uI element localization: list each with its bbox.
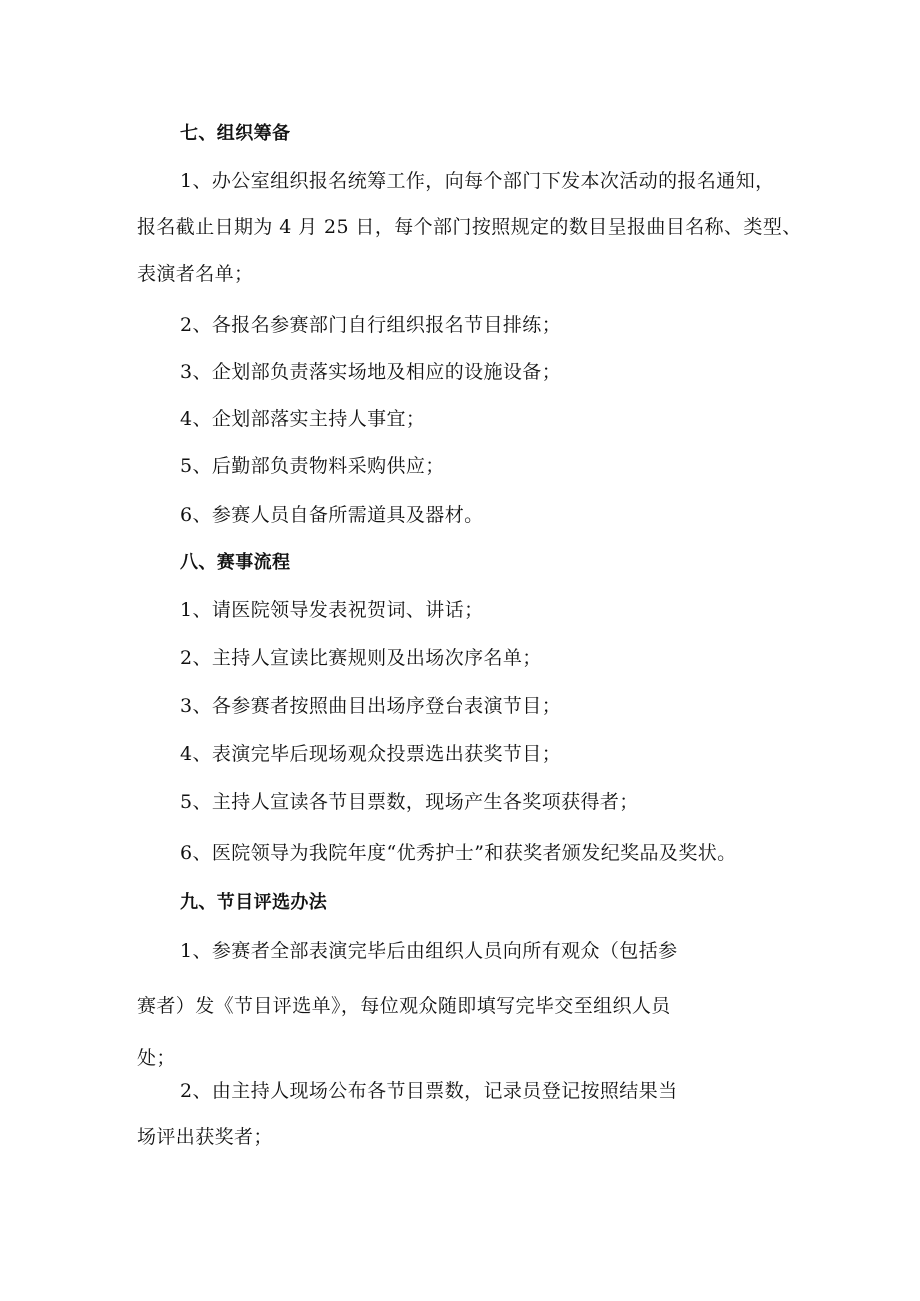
list-item: 2、主持人宣读比赛规则及出场次序名单； <box>180 647 542 669</box>
section-heading-8: 八、赛事流程 <box>180 552 291 573</box>
list-item: 4、表演完毕后现场观众投票选出获奖节目； <box>180 743 562 765</box>
paragraph-line: 赛者）发《节目评选单》，每位观众随即填写完毕交至组织人员 <box>137 995 671 1017</box>
list-item: 5、后勤部负责物料采购供应； <box>180 455 445 477</box>
paragraph-line: 表演者名单； <box>137 263 254 285</box>
paragraph-line: 处； <box>137 1047 176 1069</box>
section-heading-9: 九、节目评选办法 <box>180 892 328 913</box>
paragraph-line: 报名截止日期为 4 月 25 日，每个部门按照规定的数目呈报曲目名称、类型、 <box>137 216 802 238</box>
list-item: 3、企划部负责落实场地及相应的设施设备； <box>180 361 562 383</box>
paragraph-line: 1、办公室组织报名统筹工作，向每个部门下发本次活动的报名通知， <box>180 170 775 192</box>
list-item: 1、请医院领导发表祝贺词、讲话； <box>180 599 484 621</box>
list-item: 3、各参赛者按照曲目出场序登台表演节目； <box>180 695 562 717</box>
list-item: 6、参赛人员自备所需道具及器材。 <box>180 504 484 526</box>
list-item: 2、各报名参赛部门自行组织报名节目排练； <box>180 314 562 336</box>
paragraph-line: 2、由主持人现场公布各节目票数，记录员登记按照结果当 <box>180 1080 678 1102</box>
list-item: 4、企划部落实主持人事宜； <box>180 408 426 430</box>
list-item: 5、主持人宣读各节目票数，现场产生各奖项获得者； <box>180 791 639 813</box>
list-item: 6、医院领导为我院年度“优秀护士”和获奖者颁发纪奖品及奖状。 <box>180 842 737 864</box>
paragraph-line: 1、参赛者全部表演完毕后由组织人员向所有观众（包括参 <box>180 940 678 962</box>
paragraph-line: 场评出获奖者； <box>137 1126 273 1148</box>
section-heading-7: 七、组织筹备 <box>180 123 291 144</box>
